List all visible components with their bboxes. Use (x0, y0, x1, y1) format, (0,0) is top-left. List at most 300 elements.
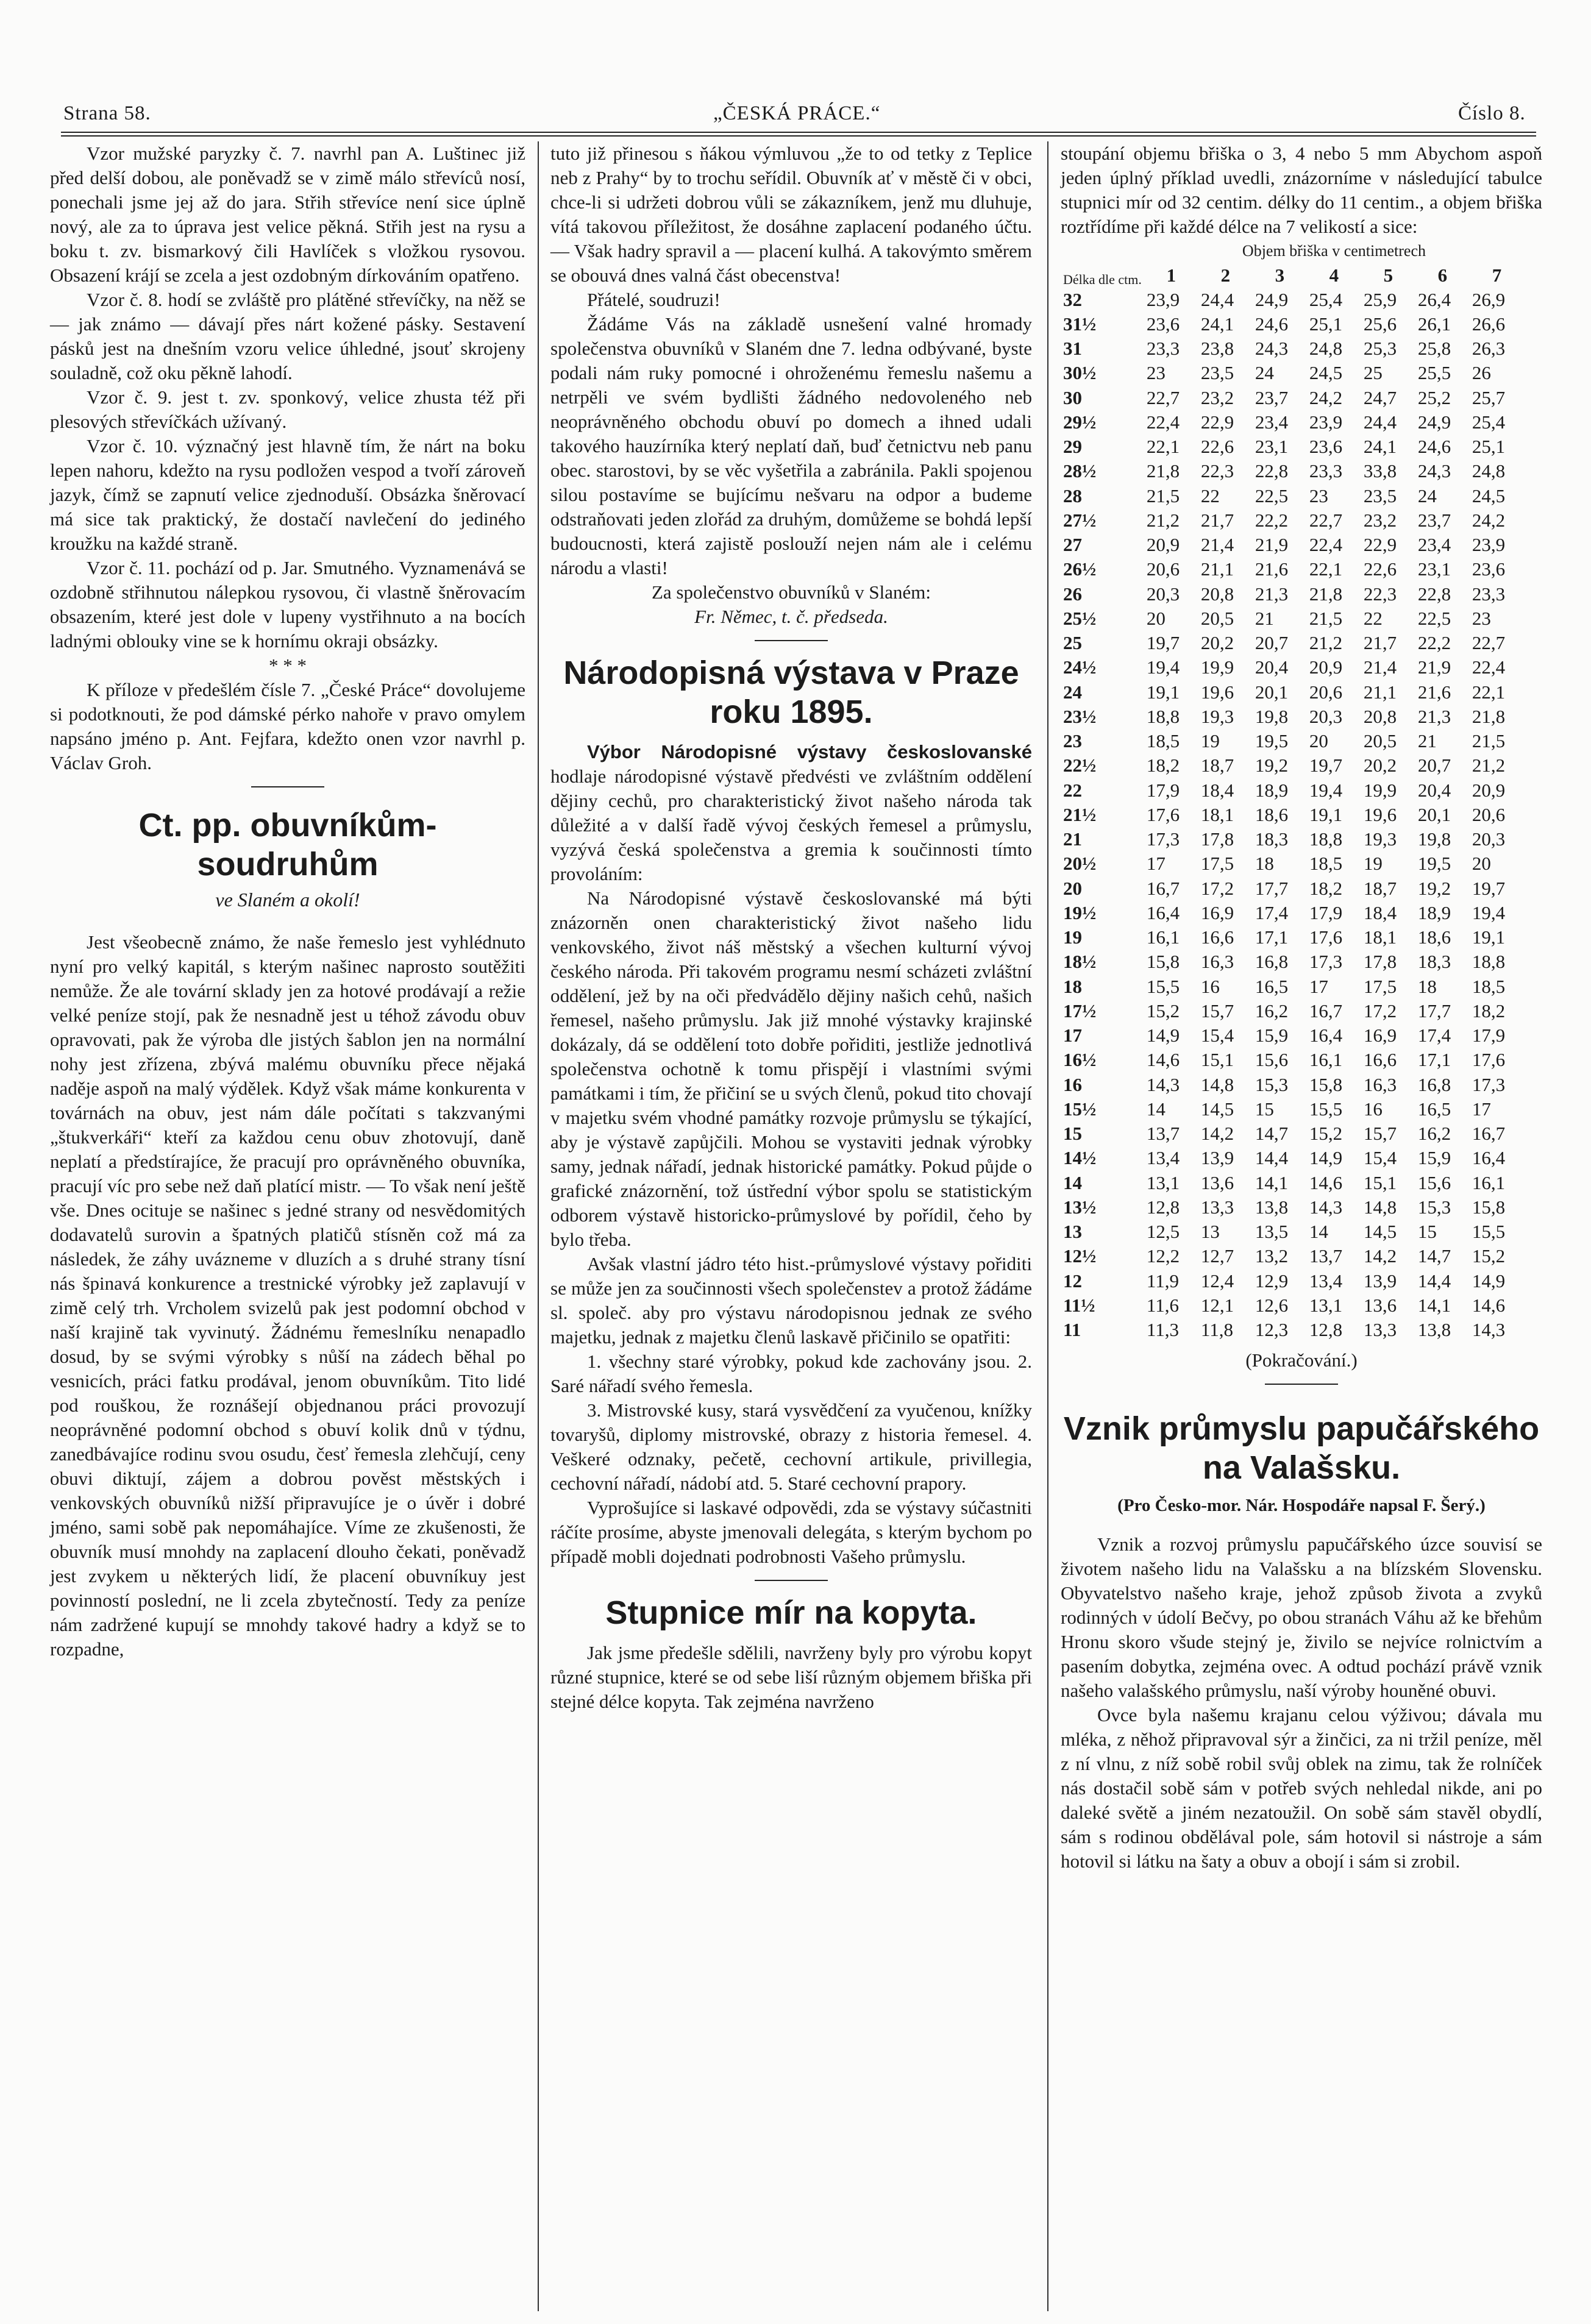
table-cell: 19,8 (1417, 828, 1451, 850)
table-cell: 20 (1472, 853, 1491, 874)
table-cell: 23,3 (1472, 583, 1506, 605)
column-divider-2 (1047, 141, 1048, 2311)
table-cell: 21,2 (1472, 755, 1506, 776)
table-row (1061, 655, 1524, 680)
paragraph: stoupání objemu břiška o 3, 4 nebo 5 mm Abychom aspoň jeden úplný příklad uvedli, znázorníme v následující tabulce stupnici mír od 32 centim. délky do 11 centim., a objem břiška roztřídíme při každé délce na 7 velikostí a sice: (1061, 143, 1542, 237)
table-row (1061, 753, 1524, 778)
table-row-length: 19 (1063, 926, 1082, 948)
table-row (1061, 582, 1524, 607)
table-column-header: 3 (1275, 265, 1285, 286)
table-cell: 22,9 (1200, 411, 1234, 433)
table-cell: 13,7 (1146, 1123, 1180, 1144)
table-row (1061, 410, 1524, 435)
table-row-length: 13 (1063, 1221, 1082, 1242)
table-row (1061, 1048, 1524, 1073)
table-cell: 17,8 (1363, 951, 1397, 972)
table-cell: 19,5 (1255, 730, 1289, 752)
table-cell: 20,9 (1472, 780, 1506, 801)
table-cell: 15,7 (1200, 1000, 1234, 1022)
table-cell: 19,7 (1146, 632, 1180, 653)
table-row (1061, 803, 1524, 827)
table-cell: 17,4 (1417, 1025, 1451, 1046)
table-row-length: 14 (1063, 1172, 1082, 1193)
table-cell: 18,5 (1146, 730, 1180, 752)
table-row (1061, 1023, 1524, 1048)
table-cell: 17,7 (1255, 878, 1289, 899)
table-cell: 13,1 (1309, 1295, 1343, 1316)
table-cell: 20,2 (1200, 632, 1234, 653)
table-row-length: 28½ (1063, 460, 1097, 482)
table-cell: 21,7 (1200, 510, 1234, 531)
separator-stars: * * * (269, 655, 307, 676)
table-cell: 25,3 (1363, 338, 1397, 359)
table-row-length: 18 (1063, 976, 1082, 997)
paragraph: Jak jsme předešle sdělili, navrženy byly pro výrobu kopyt různé stupnice, které se od sebe liší různým objemem břiška při stejné délce kopyta. Tak zejména navrženo (550, 1642, 1032, 1712)
article-author: (Pro Česko-mor. Nár. Hospodáře napsal F. Šerý.) (1117, 1496, 1486, 1515)
paragraph: Jest všeobecně známo, že naše řemeslo jest vyhlédnuto nyní pro velký kapitál, s kterým našinec naprosto soutěžiti nemůže. Že ale tovární sklady jen za hotové prodávají a režie velké peníze stojí, pak že nesnadně jest u téhož závodu obuv opravovati, pak že výroba dle jistých šablon jen na normální nohy jest zřízena, zbývá malému obuvníku přece nějaká naděje aspoň na malý výdělek. Když však máme konkurenta v továrnách na obuv, jest nám dále počítati s takzvanými „štukverkáři“ kteří za každou cenu obuv zhotovují, daně neplatí a předstírajíce, že pracují pro oprávněného obuvníka, pracují víc pro sebe než daň platící mistr. — To však není ještě vše. Dnes ocituje se našinec s jedné strany od nesvědomitých dodavatelů surovin a špatných platičů stísněn což má za následek, že záhy uváznemе v dluzích a s druhé strany tísní nás špinavá konkurence a trestnické výrobky jež zaplavují v zimě celý trh. Vrcholem svizelů pak jest podomní obchod v naší krajině tak vyvinutý. Žádnému řemeslníku nenapadlo dosud, by se svými výrobky s nůší na zádech běhal po vesnicích, práci fatku prodával, jenom obuvníkům. Tito lidé pod rouškou, že roznášejí objednanou práci provozují neoprávněné podomní obchod s obuví kolik dnů v týdnu, zanedbávajíce rodinu svou osudu, česť řemesla zlehčují, ceny obuvi diktují, zájem a dobrou pověst městských i venkovských obuvníků nižší připravujíce je o úvěr i dobré jméno, sami sobě pak nepomáhajíce. Víme ze zkušenosti, že obuvník musí mnohdy na zaplacení dlouho čekati, poněvadž jest zvykem u některých lidí, že placení obuvníkuy jest povinností poslední, ne li zcela zbytečností. Tedy za peníze nám zadržené kupují se mnohdy takové hadry a když se to rozpadne, (50, 931, 525, 1660)
paragraph: Vyprošujíce si laskavé odpovědi, zda se výstavy súčastniti ráčíte prosíme, abyste jmenovali delegáta, s kterým bychom po případě mobli dojednati podrobnosti Vašeho průmyslu. (550, 1497, 1032, 1567)
table-cell: 15,2 (1146, 1000, 1180, 1022)
table-cell: 14,4 (1255, 1147, 1289, 1168)
table-row (1061, 533, 1524, 557)
table-cell: 16,7 (1309, 1000, 1343, 1022)
table-row-length: 31½ (1063, 313, 1097, 335)
table-row-length: 17 (1063, 1025, 1082, 1046)
table-cell: 12,1 (1200, 1295, 1234, 1316)
table-cell: 23,3 (1309, 460, 1343, 482)
table-row-length: 24½ (1063, 656, 1097, 678)
table-cell: 12,8 (1146, 1196, 1180, 1218)
table-cell: 25 (1363, 362, 1383, 383)
table-cell: 13,5 (1255, 1221, 1289, 1242)
table-row (1061, 288, 1524, 312)
table-cell: 17,8 (1200, 828, 1234, 850)
table-cell: 24,6 (1417, 436, 1451, 457)
table-cell: 15,5 (1146, 976, 1180, 997)
table-cell: 23,6 (1309, 436, 1343, 457)
measurement-table (1061, 239, 1524, 1342)
table-cell: 17 (1472, 1098, 1491, 1120)
table-cell: 11,6 (1146, 1295, 1180, 1316)
table-cell: 20,6 (1472, 804, 1506, 825)
table-cell: 19,9 (1363, 780, 1397, 801)
table-row-length: 23 (1063, 730, 1082, 752)
table-cell: 18,5 (1309, 853, 1343, 874)
table-cell: 19,1 (1146, 681, 1180, 703)
table-cell: 21,3 (1255, 583, 1289, 605)
table-cell: 22,5 (1255, 485, 1289, 506)
table-cell: 13,3 (1200, 1196, 1234, 1218)
table-cell: 13,4 (1309, 1270, 1343, 1292)
table-cell: 18,2 (1472, 1000, 1506, 1022)
table-cell: 18,8 (1146, 706, 1180, 727)
table-cell: 15,1 (1363, 1172, 1397, 1193)
table-cell: 16,1 (1472, 1172, 1506, 1193)
table-cell: 18,7 (1363, 878, 1397, 899)
table-cell: 20,3 (1309, 706, 1343, 727)
table-row-length: 19½ (1063, 902, 1097, 923)
paragraph: Žádáme Vás na základě usnešení valné hromady společenstva obuvníků v Slaném dne 7. ledna odbývané, byste podali nám ruky pomocné i ohroženému řemeslu našemu a netrpěli ve svém bydlišti žádného nedovoleného neb neoprávněného obchodu obuví po domech a ihned udali takového hauzírníka který neplatí daň, buď četnictvu neb panu obec. starostovi, by se věc vyšetřila a zabránila. Pakli spojenou silou postavíme se bujícímu nešvaru na odpor a budeme odstraňovati jeden zlořád za druhým, domůžeme se bohdá lepší budoucnosti, která zajistě poslouží nejen nám ale i celému národu a vlasti! (550, 313, 1032, 578)
divider (1265, 1384, 1338, 1385)
table-cell: 20,7 (1417, 755, 1451, 776)
table-cell: 20,3 (1146, 583, 1180, 605)
table-row-length: 25½ (1063, 608, 1097, 629)
table-cell: 15 (1255, 1098, 1274, 1120)
table-cell: 22,4 (1309, 534, 1343, 555)
table-cell: 18,4 (1200, 780, 1234, 801)
table-cell: 25,4 (1472, 411, 1506, 433)
table-cell: 21,5 (1309, 608, 1343, 629)
table-cell: 20,8 (1200, 583, 1234, 605)
table-row (1061, 827, 1524, 851)
table-cell: 14,5 (1200, 1098, 1234, 1120)
table-cell: 16,9 (1363, 1025, 1397, 1046)
table-cell: 22,6 (1363, 558, 1397, 580)
column-3 (1061, 141, 1542, 1874)
table-cell: 24,8 (1472, 460, 1506, 482)
article-title: Vznik průmyslu papučářského na Valašsku. (1063, 1410, 1540, 1486)
table-cell: 23,7 (1417, 510, 1451, 531)
table-cell: 18,2 (1146, 755, 1180, 776)
table-row-length: 32 (1063, 289, 1082, 310)
table-row-length: 27½ (1063, 510, 1097, 531)
table-cell: 19,2 (1255, 755, 1289, 776)
table-cell: 13,2 (1255, 1245, 1289, 1267)
table-row (1061, 606, 1524, 631)
table-cell: 16,2 (1417, 1123, 1451, 1144)
table-cell: 22,7 (1146, 387, 1180, 408)
table-cell: 20,1 (1417, 804, 1451, 825)
table-row (1061, 1293, 1524, 1318)
table-cell: 24 (1255, 362, 1274, 383)
table-row-length: 21 (1063, 828, 1082, 850)
table-cell: 26,1 (1417, 313, 1451, 335)
table-cell: 15 (1417, 1221, 1437, 1242)
table-cell: 19,4 (1146, 656, 1180, 678)
table-cell: 19,7 (1309, 755, 1343, 776)
table-cell: 20,4 (1255, 656, 1289, 678)
article-title: Ct. pp. obuvníkům-soudruhům (138, 807, 437, 883)
table-row-length: 16½ (1063, 1049, 1097, 1070)
table-cell: 24,4 (1363, 411, 1397, 433)
table-row (1061, 1195, 1524, 1220)
table-cell: 25,9 (1363, 289, 1397, 310)
table-cell: 15,6 (1417, 1172, 1451, 1193)
table-cell: 23,2 (1200, 387, 1234, 408)
table-cell: 14,6 (1472, 1295, 1506, 1316)
table-cell: 17,9 (1472, 1025, 1506, 1046)
table-row (1061, 435, 1524, 459)
table-cell: 13,8 (1255, 1196, 1289, 1218)
table-row-length: 12½ (1063, 1245, 1097, 1267)
table-cell: 25,4 (1309, 289, 1343, 310)
table-cell: 17,4 (1255, 902, 1289, 923)
table-cell: 26 (1472, 362, 1491, 383)
table-cell: 23,1 (1255, 436, 1289, 457)
table-cell: 19,1 (1309, 804, 1343, 825)
paragraph: Na Národopisné výstavě českoslovanské má býti znázorněn onen charakteristický život našeho lidu venkovského, život náš městský a všechen kulturní vývoj českého národa. Při takovém programu nesmí scházeti zvláštní oddělení, jež by na oči předvádělo dějiny našich cehů, našich řemesel, našeho průmyslu. Jak již mnohé výstavky krajinské dokázaly, dá se oddělení toto dobře pořiditi, jestliže jednotlivá společenstva ochotně k tomu přispějí i vlastními svými památkami i tím, že přičiní se u svých členů, pokud tito chovají v majetku svém vhodné památky rozvoje průmyslu se týkající, aby je výstavě zapůjčili. Mohou se vystaviti jednak výrobky samy, jednak nářadí, jednak historické památky. Pokud půjde o grafické znázornění, tož ústřední výbor spolu se statistickým odborem výstavě historicko-průmyslové by pořídil, čeho by bylo třeba. (550, 887, 1032, 1250)
table-cell: 15,8 (1146, 951, 1180, 972)
table-cell: 15,5 (1472, 1221, 1506, 1242)
header-rule-2 (61, 135, 1536, 137)
divider (755, 640, 828, 641)
table-cell: 19,8 (1255, 706, 1289, 727)
table-cell: 17,9 (1309, 902, 1343, 923)
table-row (1061, 1171, 1524, 1196)
article-subtitle: ve Slaném a okolí! (215, 889, 360, 911)
table-cell: 24,9 (1417, 411, 1451, 433)
table-cell: 15,1 (1200, 1049, 1234, 1070)
table-cell: 17,2 (1200, 878, 1234, 899)
table-cell: 14,5 (1363, 1221, 1397, 1242)
table-cell: 12,5 (1146, 1221, 1180, 1242)
table-row (1061, 1269, 1524, 1294)
table-cell: 22,2 (1417, 632, 1451, 653)
table-cell: 21,5 (1146, 485, 1180, 506)
table-cell: 23,8 (1200, 338, 1234, 359)
table-cell: 17,3 (1146, 828, 1180, 850)
table-cell: 21,2 (1309, 632, 1343, 653)
table-cell: 21,6 (1417, 681, 1451, 703)
table-cell: 25,2 (1417, 387, 1451, 408)
table-cell: 17 (1146, 853, 1166, 874)
table-cell: 14,2 (1363, 1245, 1397, 1267)
table-cell: 16,3 (1363, 1074, 1397, 1095)
table-cell: 18 (1417, 976, 1437, 997)
table-cell: 19 (1200, 730, 1220, 752)
table-cell: 18,2 (1309, 878, 1343, 899)
table-cell: 24,6 (1255, 313, 1289, 335)
table-row-length: 27 (1063, 534, 1082, 555)
table-cell: 17,6 (1309, 926, 1343, 948)
table-row-length: 13½ (1063, 1196, 1097, 1218)
issue-number: Číslo 8. (1458, 102, 1526, 124)
table-cell: 22,3 (1200, 460, 1234, 482)
table-cell: 11,8 (1200, 1319, 1234, 1340)
table-cell: 14,6 (1309, 1172, 1343, 1193)
table-cell: 24,7 (1363, 387, 1397, 408)
table-cell: 19,5 (1417, 853, 1451, 874)
table-cell: 20 (1146, 608, 1166, 629)
table-cell: 17,7 (1417, 1000, 1451, 1022)
table-cell: 15,2 (1472, 1245, 1506, 1267)
table-cell: 14,4 (1417, 1270, 1451, 1292)
table-row (1061, 557, 1524, 582)
table-row (1061, 1146, 1524, 1171)
table-cell: 22,1 (1146, 436, 1180, 457)
table-cell: 15,2 (1309, 1123, 1343, 1144)
table-row-length: 23½ (1063, 706, 1097, 727)
table-cell: 17,5 (1363, 976, 1397, 997)
table-row (1061, 729, 1524, 753)
table-cell: 14,2 (1200, 1123, 1234, 1144)
table-cell: 14,3 (1472, 1319, 1506, 1340)
paragraph: Vznik a rozvoj průmyslu papučářského úzce souvisí se životem našeho lidu na Valašsku a na blízském Slovensku. Obyvatelstvo našeho kraje, jehož způsob života a zvyků rodinných v údolí Bečvy, po obou stranách Váhu až ke břehům Hronu skoro všude stejný je, živilo se nejvíce rolnictvím a pasením dobytka, zejména ovec. A odtud pochází právě vznik našeho valašského průmyslu, naší výroby houněné obuvi. (1061, 1533, 1542, 1701)
table-cell: 25,7 (1472, 387, 1506, 408)
table-row (1061, 975, 1524, 1000)
table-cell: 17,2 (1363, 1000, 1397, 1022)
table-row (1061, 386, 1524, 411)
table-cell: 23,9 (1309, 411, 1343, 433)
table-cell: 20,7 (1255, 632, 1289, 653)
table-cell: 12,3 (1255, 1319, 1289, 1340)
table-cell: 21,9 (1417, 656, 1451, 678)
table-row (1061, 484, 1524, 509)
table-column-header: 6 (1437, 265, 1448, 286)
table-cell: 20,2 (1363, 755, 1397, 776)
table-cell: 17,6 (1146, 804, 1180, 825)
table-row-length: 30½ (1063, 362, 1097, 383)
header-rule (61, 132, 1536, 133)
table-row (1061, 1097, 1524, 1121)
table-cell: 16,1 (1309, 1049, 1343, 1070)
table-row-length: 29½ (1063, 411, 1097, 433)
table-row-length: 30 (1063, 387, 1082, 408)
lead-text: Výbor Národopisné výstavy českoslovanské (587, 741, 1032, 762)
table-row-length: 22 (1063, 780, 1082, 801)
table-row-length: 12 (1063, 1270, 1082, 1292)
table-cell: 12,6 (1255, 1295, 1289, 1316)
table-cell: 24,2 (1309, 387, 1343, 408)
table-column-header: 2 (1220, 265, 1231, 286)
table-cell: 22,7 (1472, 632, 1506, 653)
table-cell: 20,5 (1200, 608, 1234, 629)
table-cell: 23,9 (1472, 534, 1506, 555)
table-cell: 24,1 (1363, 436, 1397, 457)
paragraph: hodlaje národopisné výstavě předvésti ve zvláštním oddělení dějiny cechů, pro charakteristický život našeho národa tak důležité a v další řadě vývoj českých řemesel a průmyslu, vyzývá česká společenstva a gremia k součinnosti tímto provoláním: (550, 766, 1032, 884)
page-header (0, 102, 1591, 139)
table-cell: 19,9 (1200, 656, 1234, 678)
table-cell: 14,7 (1255, 1123, 1289, 1144)
table-cell: 16,5 (1417, 1098, 1451, 1120)
signature-name: Fr. Němec, t. č. předseda. (694, 606, 888, 627)
table-cell: 21,1 (1200, 558, 1234, 580)
table-cell: 14,3 (1309, 1196, 1343, 1218)
table-cell: 16,8 (1417, 1074, 1451, 1095)
table-row (1061, 1121, 1524, 1146)
table-column-header: 1 (1166, 265, 1176, 286)
table-cell: 18,4 (1363, 902, 1397, 923)
table-cell: 24,3 (1255, 338, 1289, 359)
table-cell: 16,7 (1472, 1123, 1506, 1144)
table-cell: 17,6 (1472, 1049, 1506, 1070)
table-cell: 25,8 (1417, 338, 1451, 359)
table-row-length: 29 (1063, 436, 1082, 457)
paragraph: Vzor č. 10. význačný jest hlavně tím, že nárt na boku lepen nahoru, kdežto na rysu podložen vespod a tvoří zároveň jazyk, čímž se zapnutí velice zjednoduší. Obsázka šněrovací má sice tak praktický, že dostačí navlečení do jediného kroužku na každé straně. (50, 435, 525, 554)
table-column-header: 7 (1492, 265, 1502, 286)
table-cell: 21,4 (1363, 656, 1397, 678)
column-divider-1 (538, 141, 539, 2311)
paragraph: tuto již přinesou s ňákou výmluvou „že to od tetky z Teplice neb z Prahy“ by to trochu seřídil. Obuvník ať v městě či v obci, chce-li si udržeti dobrou vůli se zákazníkem, jenž mu dluhuje, vítá takovou příležitost, že dosáhne zaplacení podaného účtu. — Však hadry spravil a — placení kulhá. A takovýmto směrem se obouvá dnes valná část obecenstva! (550, 143, 1032, 286)
table-cell: 13,4 (1146, 1147, 1180, 1168)
table-cell: 23,6 (1472, 558, 1506, 580)
table-cell: 22 (1363, 608, 1383, 629)
table-row-length: 20½ (1063, 853, 1097, 874)
table-cell: 16,6 (1200, 926, 1234, 948)
table-cell: 21,2 (1146, 510, 1180, 531)
table-cell: 14,9 (1472, 1270, 1506, 1292)
table-row-length: 22½ (1063, 755, 1097, 776)
table-cell: 15,8 (1472, 1196, 1506, 1218)
table-cell: 23,7 (1255, 387, 1289, 408)
table-cell: 19,4 (1309, 780, 1343, 801)
table-cell: 15,8 (1309, 1074, 1343, 1095)
table-cell: 33,8 (1363, 460, 1397, 482)
continued-note: (Pokračování.) (1245, 1349, 1358, 1371)
table-cell: 16,4 (1309, 1025, 1343, 1046)
paragraph: Vzor č. 11. pochází od p. Jar. Smutného. Vyznamenává se ozdobně střihnutou nálepkou rysovou, či vlastně šněrovacím obsazením, které jest dole v lupeny vystřihnuto a na bocích ladnými oblouky vine se k hornímu okraji obsázky. (50, 557, 525, 652)
table-cell: 20,5 (1363, 730, 1397, 752)
table-cell: 19,6 (1200, 681, 1234, 703)
table-row-length: 28 (1063, 485, 1082, 506)
table-cell: 18,7 (1200, 755, 1234, 776)
table-cell: 15,9 (1255, 1025, 1289, 1046)
table-row-length: 11½ (1063, 1295, 1095, 1316)
table-row (1061, 459, 1524, 484)
table-cell: 24,2 (1472, 510, 1506, 531)
table-cell: 20,8 (1363, 706, 1397, 727)
table-cell: 14,7 (1417, 1245, 1451, 1267)
table-cell: 21,8 (1472, 706, 1506, 727)
table-row-length: 16 (1063, 1074, 1082, 1095)
table-row-length: 31 (1063, 338, 1082, 359)
table-cell: 22,2 (1255, 510, 1289, 531)
table-row-length: 15 (1063, 1123, 1082, 1144)
table-cell: 12,7 (1200, 1245, 1234, 1267)
table-row (1061, 705, 1524, 729)
table-head-volume: Objem břiška v centimetrech (1242, 242, 1426, 260)
table-cell: 23,3 (1146, 338, 1180, 359)
table-row (1061, 680, 1524, 705)
table-cell: 21,3 (1417, 706, 1451, 727)
table-cell: 24,8 (1309, 338, 1343, 359)
table-row-length: 15½ (1063, 1098, 1097, 1120)
table-cell: 18,6 (1417, 926, 1451, 948)
table-cell: 21,7 (1363, 632, 1397, 653)
table-cell: 21,1 (1363, 681, 1397, 703)
table-cell: 24,5 (1472, 485, 1506, 506)
table-cell: 21,8 (1309, 583, 1343, 605)
table-cell: 16,6 (1363, 1049, 1397, 1070)
table-cell: 25,1 (1472, 436, 1506, 457)
table-cell: 22,9 (1363, 534, 1397, 555)
table-cell: 23 (1146, 362, 1166, 383)
table-row-length: 21½ (1063, 804, 1097, 825)
table-cell: 18,9 (1255, 780, 1289, 801)
table-cell: 26,4 (1417, 289, 1451, 310)
table-cell: 24,9 (1255, 289, 1289, 310)
list-item: 1. všechny staré výrobky, pokud kde zachovány jsou. 2. Saré nářadí svého řemesla. (550, 1351, 1032, 1396)
table-cell: 18,5 (1472, 976, 1506, 997)
table-cell: 14 (1146, 1098, 1166, 1120)
table-cell: 14,9 (1146, 1025, 1180, 1046)
table-cell: 12,4 (1200, 1270, 1234, 1292)
article-title: Národopisná výstava v Praze roku 1895. (563, 655, 1019, 730)
table-cell: 16,9 (1200, 902, 1234, 923)
table-cell: 15,3 (1255, 1074, 1289, 1095)
table-cell: 22,3 (1363, 583, 1397, 605)
table-row (1061, 1220, 1524, 1244)
table-cell: 17,1 (1417, 1049, 1451, 1070)
table-cell: 21,4 (1200, 534, 1234, 555)
table-cell: 14,8 (1363, 1196, 1397, 1218)
paragraph: Ovce byla našemu krajanu celou výživou; dávala mu mléka, z něhož připravoval sýr a žinčici, za ni tržil peníze, měl z ní vlnu, z níž sobě robil svůj oblek na zimu, tak že rolníček nás dostačil sobě sám v potřeb svých nehledal nikde, ani po daleké světě a jiném nezatoužil. On sobě sám stavěl obydlí, sám s rodinou obdělával pole, sám hotovil si nástroje a sám hotovil si látku na šaty a obuv a obojí i sám si zrobil. (1061, 1704, 1542, 1872)
table-cell: 16,1 (1146, 926, 1180, 948)
table-cell: 23,1 (1417, 558, 1451, 580)
table-cell: 25,1 (1309, 313, 1343, 335)
table-cell: 18,8 (1309, 828, 1343, 850)
list-item: 3. Mistrovské kusy, stará vysvědčení za vyučenou, knížky tovaryšů, diplomy mistrovské, obrazy z historia řemesel. 4. Veškeré odznaky, pečetě, cechovní artikule, privillegia, cechovní nářadí, nádobí atd. 5. Staré cechovní prapory. (550, 1399, 1032, 1494)
